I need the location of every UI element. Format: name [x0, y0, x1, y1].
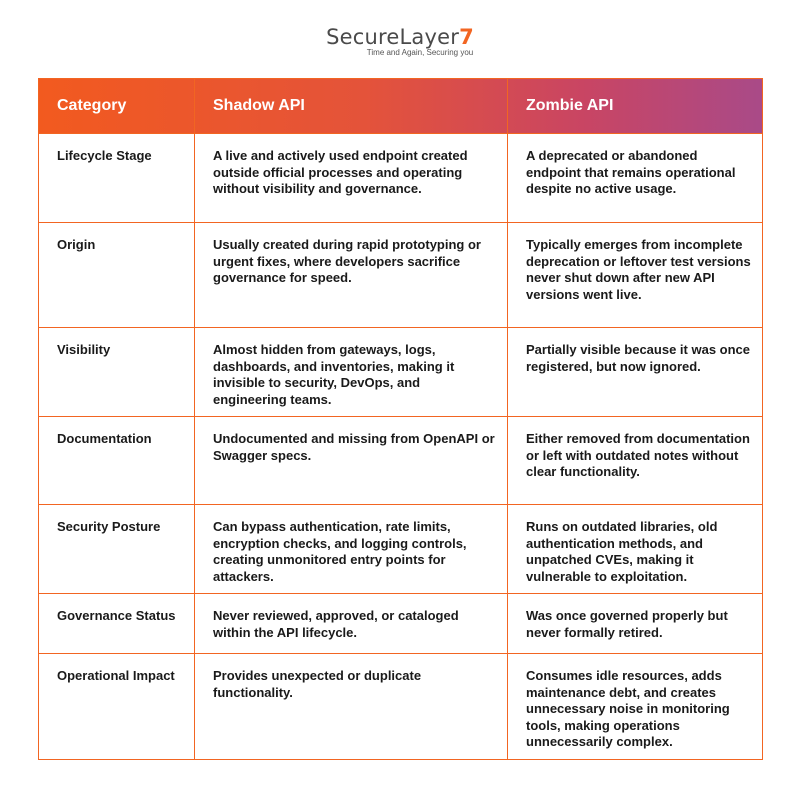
brand-tagline: Time and Again, Securing you	[366, 48, 474, 57]
row-zombie-cell: Consumes idle resources, adds maintenance debt, and creates unnecessary noise in monitoring tools, making operations unnecessarily complex.	[508, 654, 763, 760]
row-zombie-cell: Partially visible because it was once registered, but now ignored.	[508, 328, 763, 417]
row-shadow-cell: A live and actively used endpoint created outside official processes and operating without visibility and governance.	[195, 134, 508, 223]
row-shadow-cell: Undocumented and missing from OpenAPI or Swagger specs.	[195, 417, 508, 505]
table-row	[39, 328, 763, 417]
row-category: Operational Impact	[39, 654, 195, 760]
brand-logo	[0, 24, 800, 57]
header-shadow-api: Shadow API	[195, 79, 508, 134]
row-category: Lifecycle Stage	[39, 134, 195, 223]
row-shadow-cell: Usually created during rapid prototyping or urgent fixes, where developers sacrifice governance for speed.	[195, 223, 508, 328]
brand-name-accent: 7	[459, 25, 474, 49]
row-category: Visibility	[39, 328, 195, 417]
table-header	[39, 79, 763, 134]
row-zombie-cell: Typically emerges from incomplete deprecation or leftover test versions never shut down after new API versions went live.	[508, 223, 763, 328]
table-body	[39, 134, 763, 760]
table-row	[39, 505, 763, 594]
row-shadow-cell: Never reviewed, approved, or cataloged within the API lifecycle.	[195, 594, 508, 654]
row-zombie-cell: Either removed from documentation or left with outdated notes without clear functionality.	[508, 417, 763, 505]
header-category: Category	[39, 79, 195, 134]
brand-name-prefix: SecureLayer	[326, 25, 460, 49]
row-category: Security Posture	[39, 505, 195, 594]
row-category: Documentation	[39, 417, 195, 505]
header-row	[39, 79, 763, 134]
row-category: Origin	[39, 223, 195, 328]
comparison-table	[38, 78, 763, 760]
row-category: Governance Status	[39, 594, 195, 654]
row-zombie-cell: Was once governed properly but never formally retired.	[508, 594, 763, 654]
row-zombie-cell: Runs on outdated libraries, old authentication methods, and unpatched CVEs, making it vulnerable to exploitation.	[508, 505, 763, 594]
row-shadow-cell: Almost hidden from gateways, logs, dashboards, and inventories, making it invisible to security, DevOps, and engineering teams.	[195, 328, 508, 417]
row-zombie-cell: A deprecated or abandoned endpoint that remains operational despite no active usage.	[508, 134, 763, 223]
table-row	[39, 654, 763, 760]
table-row	[39, 223, 763, 328]
table-row	[39, 134, 763, 223]
row-shadow-cell: Can bypass authentication, rate limits, encryption checks, and logging controls, creating unmonitored entry points for attackers.	[195, 505, 508, 594]
header-zombie-api: Zombie API	[508, 79, 763, 134]
brand-name	[0, 24, 800, 50]
table-row	[39, 417, 763, 505]
table-row	[39, 594, 763, 654]
row-shadow-cell: Provides unexpected or duplicate functionality.	[195, 654, 508, 760]
